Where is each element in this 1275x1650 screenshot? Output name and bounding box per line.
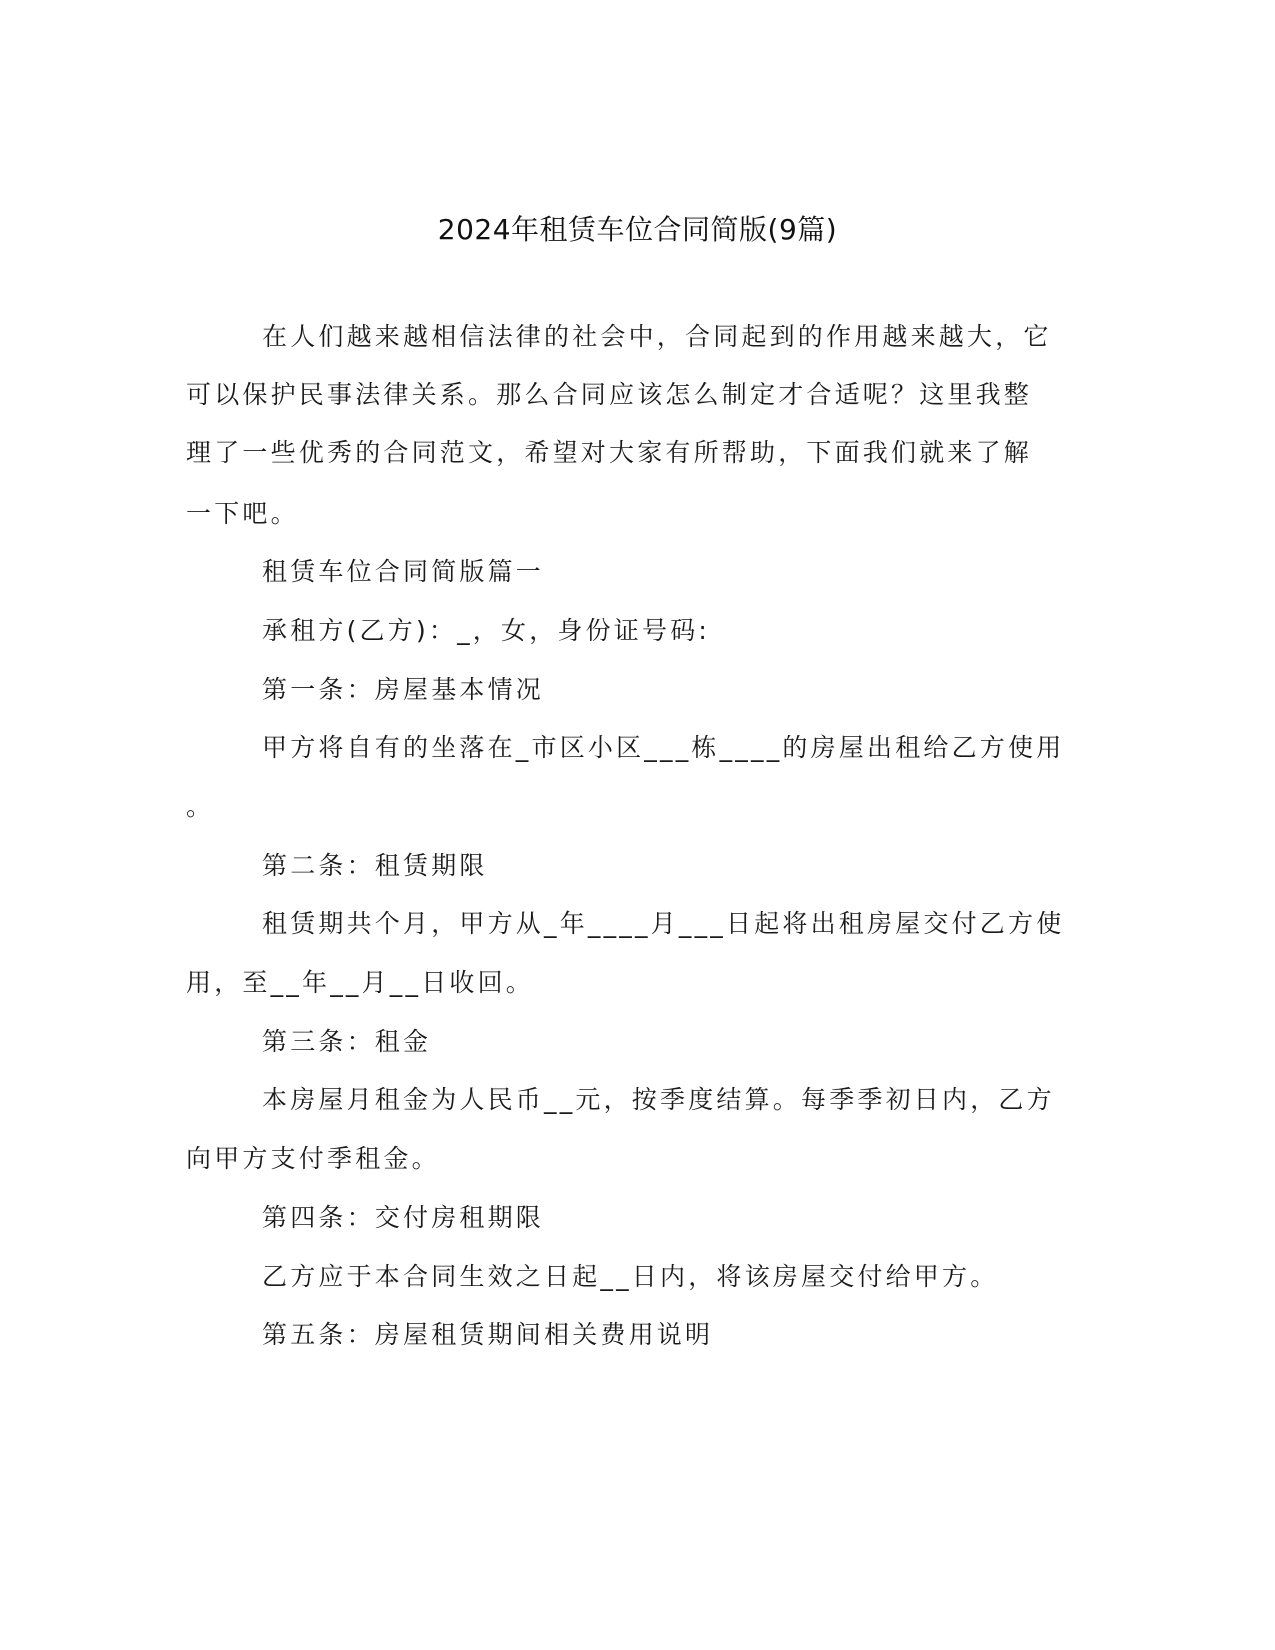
article-2-text-cont: 用，至__年__月__日收回。 xyxy=(186,968,535,997)
article-4-text: 乙方应于本合同生效之日起__日内，将该房屋交付给甲方。 xyxy=(262,1262,999,1291)
intro-line-2: 可以保护民事法律关系。那么合同应该怎么制定才合适呢？这里我整 xyxy=(186,380,1033,409)
section-heading-1: 租赁车位合同简版篇一 xyxy=(262,557,545,586)
article-2-heading: 第二条：租赁期限 xyxy=(262,851,488,880)
article-5-heading: 第五条：房屋租赁期间相关费用说明 xyxy=(262,1320,714,1349)
article-4-heading: 第四条：交付房租期限 xyxy=(262,1203,545,1232)
article-1-heading: 第一条：房屋基本情况 xyxy=(262,675,545,704)
tenant-line: 承租方(乙方)：_，女，身份证号码: xyxy=(262,616,711,645)
document-title: 2024年租赁车位合同简版(9篇) xyxy=(437,213,838,246)
intro-line-3: 理了一些优秀的合同范文，希望对大家有所帮助，下面我们就来了解 xyxy=(186,438,1033,467)
intro-line-4: 一下吧。 xyxy=(186,499,299,528)
intro-line-1: 在人们越来越相信法律的社会中，合同起到的作用越来越大，它 xyxy=(262,322,1052,351)
article-3-text-cont: 向甲方支付季租金。 xyxy=(186,1144,440,1173)
article-2-text: 租赁期共个月，甲方从_年____月___日起将出租房屋交付乙方使 xyxy=(262,909,1065,938)
article-3-text: 本房屋月租金为人民币__元，按季度结算。每季季初日内，乙方 xyxy=(262,1085,1055,1114)
article-3-heading: 第三条：租金 xyxy=(262,1027,432,1056)
article-1-text: 甲方将自有的坐落在_市区小区___栋____的房屋出租给乙方使用 xyxy=(262,733,1065,762)
article-1-text-cont: 。 xyxy=(186,792,215,821)
